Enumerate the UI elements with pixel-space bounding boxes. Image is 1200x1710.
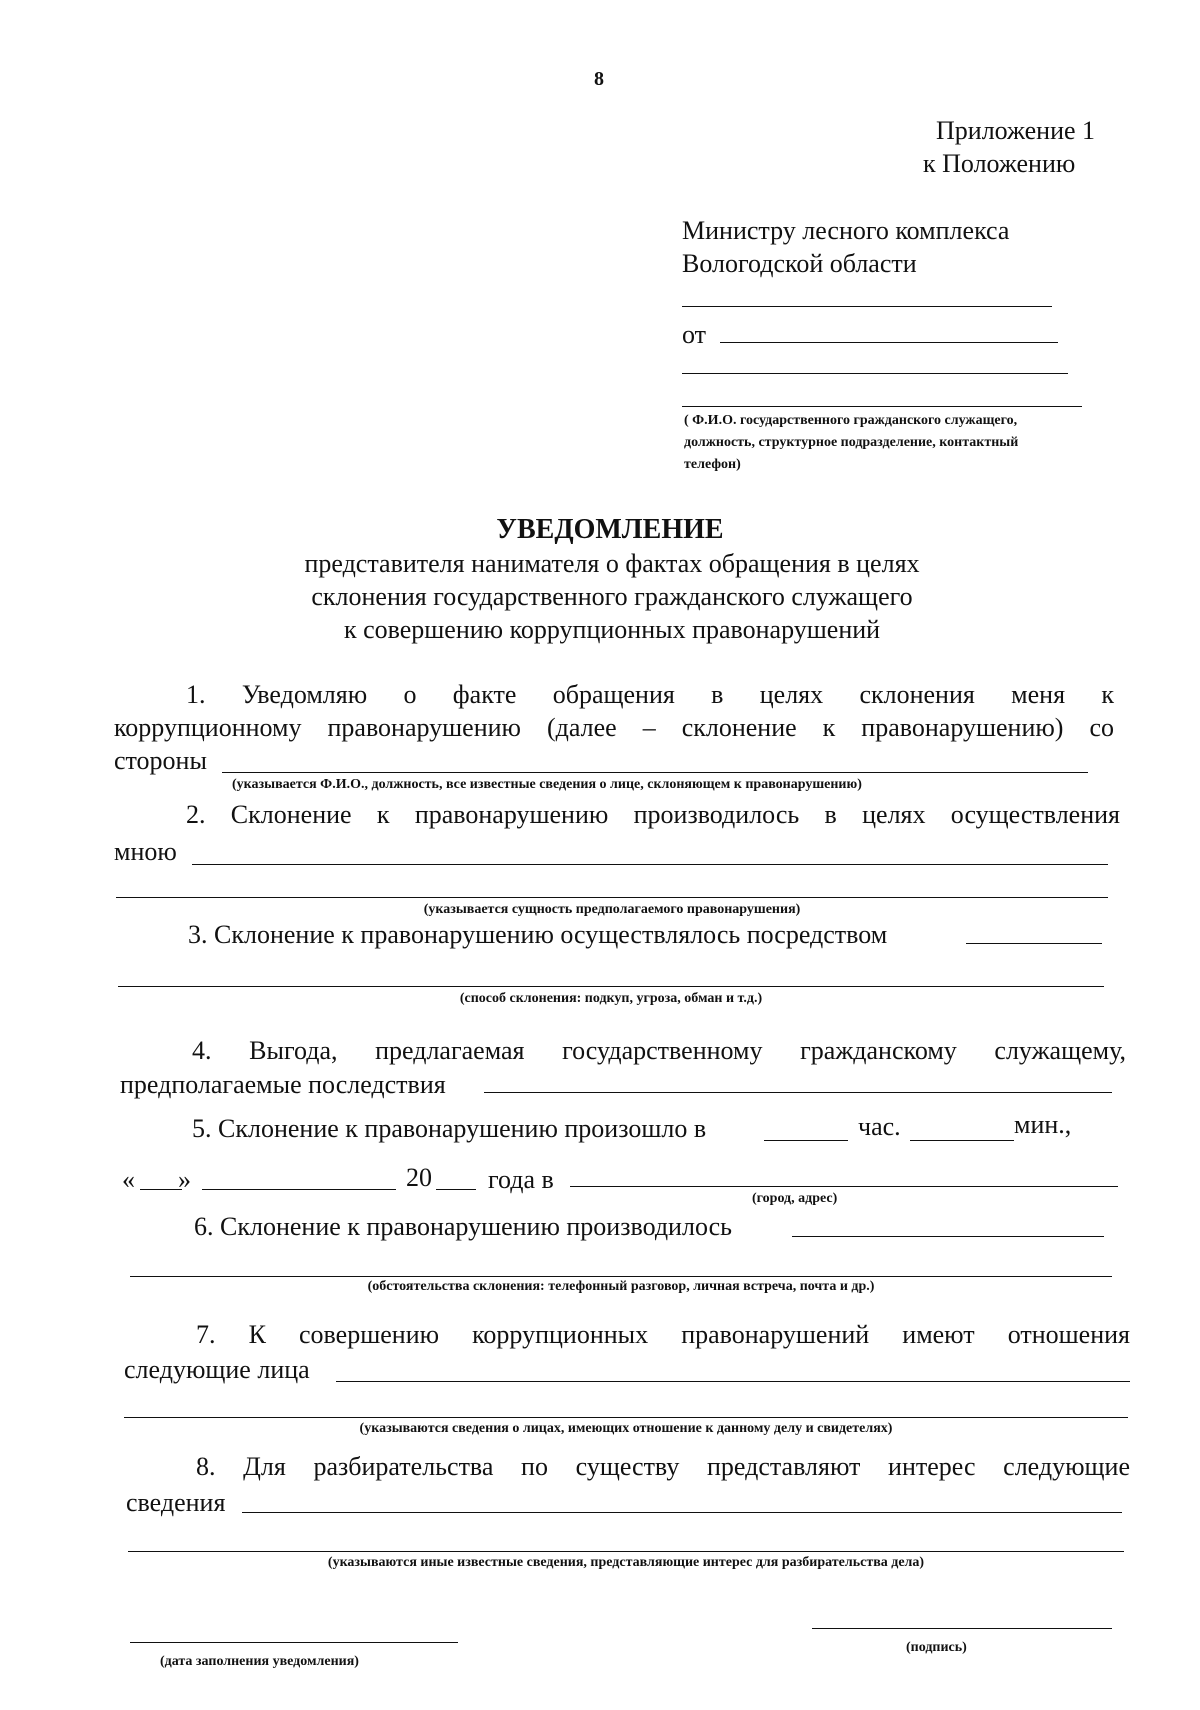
item5-year-prefix: 20 <box>406 1163 432 1192</box>
item8-line1: 8. Для разбирательства по существу представляют интерес следующие <box>196 1452 1130 1481</box>
item5-year-in: года в <box>488 1165 554 1194</box>
from-label: от <box>682 320 707 349</box>
addressee-line1: Министру лесного комплекса <box>682 216 1010 245</box>
title-sub3: к совершению коррупционных правонарушений <box>343 615 881 644</box>
page-number: 8 <box>594 68 604 90</box>
item7-line1: 7. К совершению коррупционных правонарушений имеют отношения <box>196 1320 1130 1349</box>
item2-hint: (указывается сущность предполагаемого правонарушения) <box>423 902 801 917</box>
item5-hours-label: час. <box>858 1112 901 1141</box>
item6-field-1[interactable] <box>792 1236 1104 1237</box>
item5-day-field[interactable] <box>140 1189 182 1190</box>
item3-line1: 3. Склонение к правонарушению осуществлялось посредством <box>188 920 888 949</box>
item7-field-1[interactable] <box>336 1381 1130 1382</box>
item4-line2: предполагаемые последствия <box>120 1070 446 1099</box>
addressee-blank-2[interactable] <box>682 373 1068 374</box>
item5-hint: (город, адрес) <box>752 1191 838 1206</box>
item1-line1: 1. Уведомляю о факте обращения в целях склонения меня к <box>186 680 1114 709</box>
appendix-line2: к Положению <box>923 149 1076 178</box>
item8-hint: (указываются иные известные сведения, представляющие интерес для разбирательства дела) <box>327 1555 925 1570</box>
item7-field-2[interactable] <box>124 1417 1128 1418</box>
item2-field-1[interactable] <box>192 864 1108 865</box>
date-field[interactable] <box>130 1642 458 1643</box>
appendix-line1: Приложение 1 <box>936 116 1096 145</box>
item7-hint: (указываются сведения о лицах, имеющих отношение к данному делу и свидетелях) <box>359 1421 893 1436</box>
item8-field-2[interactable] <box>128 1551 1124 1552</box>
item4-field[interactable] <box>484 1092 1112 1093</box>
item6-hint: (обстоятельства склонения: телефонный разговор, личная встреча, почта и др.) <box>367 1279 875 1294</box>
item3-field-1[interactable] <box>966 943 1102 944</box>
item1-line3: стороны <box>114 746 207 775</box>
item2-line2: мною <box>114 837 177 866</box>
item5-place-field[interactable] <box>570 1186 1118 1187</box>
item2-field-2[interactable] <box>116 897 1108 898</box>
item3-hint: (способ склонения: подкуп, угроза, обман и т.д.) <box>459 991 763 1006</box>
item8-line2: сведения <box>126 1488 226 1517</box>
item3-field-2[interactable] <box>118 986 1104 987</box>
title-sub1: представителя нанимателя о фактах обращения в целях <box>304 549 920 578</box>
title-sub2: склонения государственного гражданского служащего <box>311 582 913 611</box>
item1-line2: коррупционному правонарушению (далее – склонение к правонарушению) со <box>114 713 1114 742</box>
item5-month-field[interactable] <box>202 1189 396 1190</box>
signature-hint: (подпись) <box>906 1640 967 1655</box>
addressee-hint-line2: должность, структурное подразделение, контактный <box>684 435 1019 450</box>
item4-line1: 4. Выгода, предлагаемая государственному гражданскому служащему, <box>192 1036 1126 1065</box>
item6-field-2[interactable] <box>130 1276 1112 1277</box>
item2-line1: 2. Склонение к правонарушению производилось в целях осуществления <box>186 800 1120 829</box>
item5-quote-open: « <box>122 1165 135 1194</box>
item5-minutes-field[interactable] <box>910 1140 1014 1141</box>
item5-hours-field[interactable] <box>764 1140 848 1141</box>
item5-year-field[interactable] <box>436 1189 476 1190</box>
from-field[interactable] <box>720 342 1058 343</box>
addressee-hint-line1: ( Ф.И.О. государственного гражданского служащего, <box>684 413 1018 428</box>
addressee-blank-3[interactable] <box>682 406 1082 407</box>
item1-field[interactable] <box>222 772 1088 773</box>
addressee-blank-1[interactable] <box>682 306 1052 307</box>
item5-minutes-label: мин., <box>1014 1110 1072 1139</box>
item8-field-1[interactable] <box>242 1512 1122 1513</box>
item6-line1: 6. Склонение к правонарушению производилось <box>194 1212 732 1241</box>
item5-line1: 5. Склонение к правонарушению произошло в <box>192 1114 707 1143</box>
document-title: УВЕДОМЛЕНИЕ <box>496 514 724 545</box>
addressee-line2: Вологодской области <box>682 249 917 278</box>
signature-field[interactable] <box>812 1628 1112 1629</box>
item1-hint: (указывается Ф.И.О., должность, все известные сведения о лице, склоняющем к правонарушению) <box>232 777 862 792</box>
date-hint: (дата заполнения уведомления) <box>160 1654 359 1669</box>
item5-quote-close: » <box>178 1165 191 1194</box>
item7-line2: следующие лица <box>124 1355 310 1384</box>
addressee-hint-line3: телефон) <box>684 457 741 472</box>
